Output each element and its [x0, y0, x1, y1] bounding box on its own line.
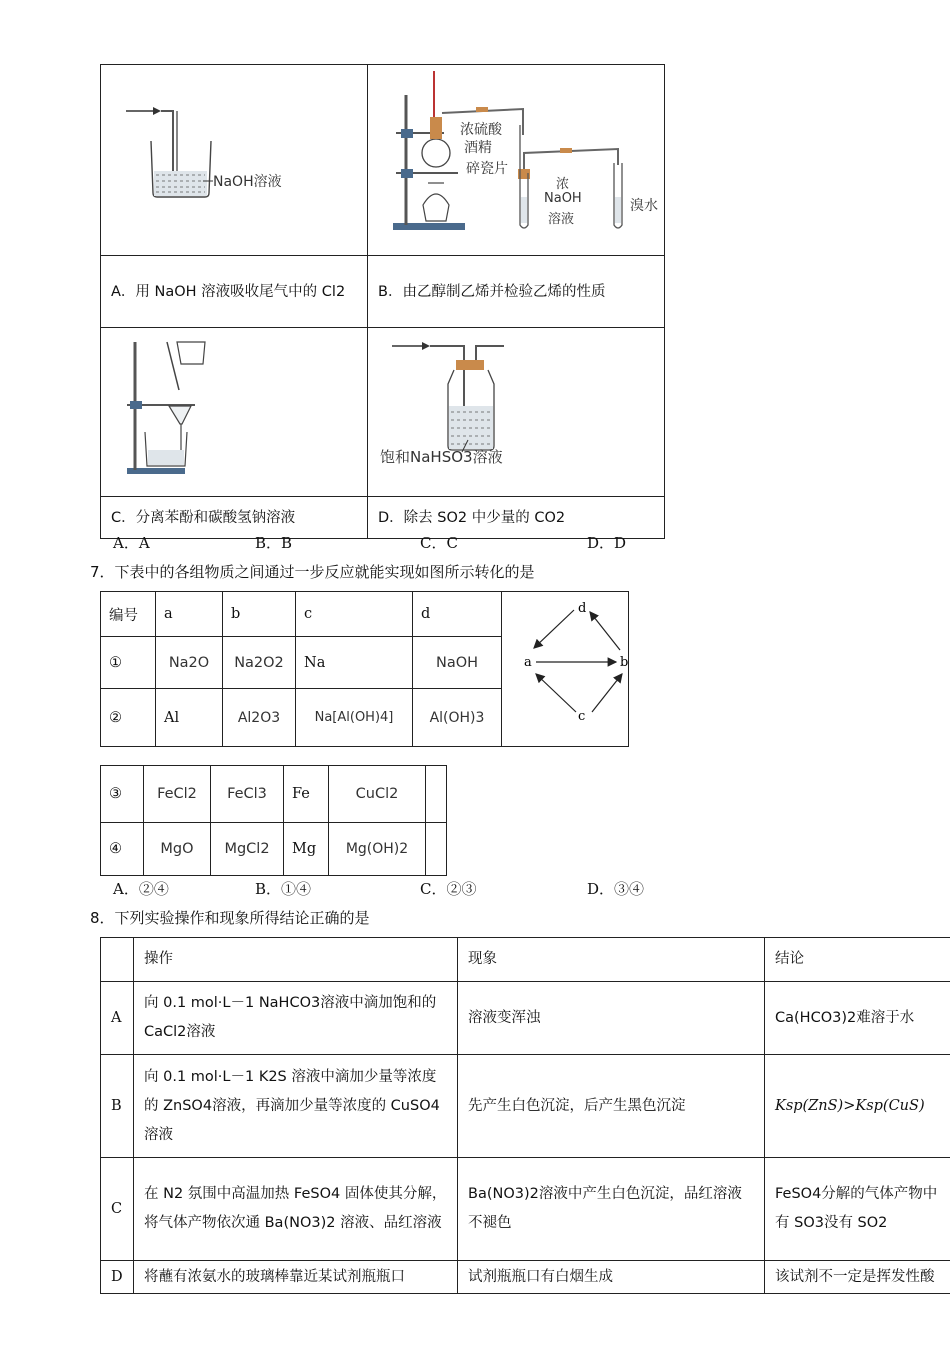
q6-caption-a: A．用 NaOH 溶液吸收尾气中的 Cl2 — [101, 256, 368, 328]
q8-header-blank — [101, 938, 134, 982]
arrow-b-d — [590, 612, 620, 650]
q7-row4-c: Mg — [284, 823, 329, 876]
alcohol-label: 酒精 — [464, 140, 492, 156]
q8-row-c-phen: Ba(NO3)2溶液中产生白色沉淀，品红溶液不褪色 — [458, 1158, 765, 1261]
node-d: d — [578, 601, 587, 616]
solution-label: 溶液 — [548, 212, 575, 227]
q7-row2-a: Al — [156, 689, 223, 747]
q7-option-d: D．③④ — [587, 880, 645, 898]
q8-row-d-op: 将蘸有浓氨水的玻璃棒靠近某试剂瓶瓶口 — [134, 1261, 458, 1294]
arrow-c-b — [592, 674, 622, 712]
q7-row1-id: ① — [101, 637, 156, 689]
q7-header-d: d — [413, 592, 502, 637]
q8-row-d-label: D — [101, 1261, 134, 1294]
q8-row-b-concl: Ksp(ZnS)>Ksp(CuS) — [765, 1055, 950, 1158]
q8-row-b-op: 向 0.1 mol·L－1 K2S 溶液中滴加少量等浓度的 ZnSO4溶液，再滴加少量等浓度的 CuSO4溶液 — [134, 1055, 458, 1158]
conc-sulfuric-label: 浓硫酸 — [460, 122, 502, 138]
q6-option-b: B．B — [255, 534, 293, 552]
q7-row4-d: Mg(OH)2 — [329, 823, 426, 876]
q8-row-b-phen: 先产生白色沉淀，后产生黑色沉淀 — [458, 1055, 765, 1158]
q7-row2-id: ② — [101, 689, 156, 747]
q7-row3-d: CuCl2 — [329, 766, 426, 823]
q7-row1-b: Na2O2 — [223, 637, 296, 689]
q7-row4-spacer — [426, 823, 447, 876]
arrow-d-a — [534, 610, 574, 648]
q7-option-a: A．②④ — [113, 880, 169, 898]
node-a: a — [524, 655, 532, 670]
q8-row-a-concl: Ca(HCO3)2难溶于水 — [765, 982, 950, 1055]
q8-stem: 8．下列实验操作和现象所得结论正确的是 — [90, 909, 370, 927]
q6-figure-d — [368, 328, 665, 497]
q6-option-c: C．C — [420, 534, 458, 552]
saturated-nahso3-label: 饱和NaHSO3溶液 — [380, 448, 503, 466]
beaker-absorption-figure — [101, 65, 367, 251]
q8-header-concl: 结论 — [765, 938, 950, 982]
q7-row3-c: Fe — [284, 766, 329, 823]
q8-row-c-op: 在 N2 氛围中高温加热 FeSO4 固体使其分解，将气体产物依次通 Ba(NO3)2 溶液、品红溶液 — [134, 1158, 458, 1261]
ethylene-apparatus-figure — [368, 65, 664, 251]
filtration-figure — [101, 328, 367, 492]
q8-row-c-label: C — [101, 1158, 134, 1261]
q7-row3-b: FeCl3 — [211, 766, 284, 823]
q7-row2-c: Na[Al(OH)4] — [296, 689, 413, 747]
q6-figure-a — [101, 65, 368, 256]
q8-row-c-concl: FeSO4分解的气体产物中有 SO3没有 SO2 — [765, 1158, 950, 1261]
node-b: b — [620, 655, 628, 670]
q8-header-op: 操作 — [134, 938, 458, 982]
node-c: c — [578, 709, 586, 724]
bromine-water-label: 溴水 — [630, 198, 658, 214]
q6-caption-c: C．分离苯酚和碳酸氢钠溶液 — [101, 497, 368, 539]
q6-option-a: A．A — [113, 534, 150, 552]
q7-row1-d: NaOH — [413, 637, 502, 689]
q7-header-a: a — [156, 592, 223, 637]
q7-diagram-cell — [502, 592, 629, 747]
q7-row3-a: FeCl2 — [144, 766, 211, 823]
q7-row3-spacer — [426, 766, 447, 823]
q8-row-b-label: B — [101, 1055, 134, 1158]
q7-row2-b: Al2O3 — [223, 689, 296, 747]
q8-table — [100, 937, 950, 1294]
q7-option-b: B．①④ — [255, 880, 312, 898]
q7-row4-b: MgCl2 — [211, 823, 284, 876]
q8-row-d-phen: 试剂瓶瓶口有白烟生成 — [458, 1261, 765, 1294]
q6-caption-d: D．除去 SO2 中少量的 CO2 — [368, 497, 665, 539]
q7-row4-a: MgO — [144, 823, 211, 876]
q6-caption-b: B．由乙醇制乙烯并检验乙烯的性质 — [368, 256, 665, 328]
conversion-diagram — [502, 592, 628, 742]
q7-header-id: 编号 — [101, 592, 156, 637]
q6-table — [100, 64, 665, 539]
q7-row4-id: ④ — [101, 823, 144, 876]
porcelain-chips-label: 碎瓷片 — [466, 161, 508, 177]
q8-header-phen: 现象 — [458, 938, 765, 982]
q7-option-c: C．②③ — [420, 880, 477, 898]
q8-row-a-op: 向 0.1 mol·L－1 NaHCO3溶液中滴加饱和的 CaCl2溶液 — [134, 982, 458, 1055]
q7-row3-id: ③ — [101, 766, 144, 823]
q7-row1-a: Na2O — [156, 637, 223, 689]
q7-row1-c: Na — [296, 637, 413, 689]
q6-option-d: D．D — [587, 534, 627, 552]
q8-row-a-phen: 溶液变浑浊 — [458, 982, 765, 1055]
q7-header-c: c — [296, 592, 413, 637]
q7-stem: 7．下表中的各组物质之间通过一步反应就能实现如图所示转化的是 — [90, 563, 535, 581]
q7-row2-d: Al(OH)3 — [413, 689, 502, 747]
arrow-c-a — [536, 674, 576, 712]
q8-row-a-label: A — [101, 982, 134, 1055]
naoh-label: NaOH — [544, 191, 582, 206]
gas-washing-bottle-figure — [368, 328, 664, 492]
conc-label: 浓 — [556, 177, 570, 192]
q7-header-b: b — [223, 592, 296, 637]
q6-figure-b — [368, 65, 665, 256]
q7-table-top — [100, 591, 629, 747]
q6-figure-c — [101, 328, 368, 497]
naoh-solution-label: NaOH溶液 — [213, 174, 282, 190]
q7-table-bottom — [100, 765, 447, 876]
q8-row-d-concl: 该试剂不一定是挥发性酸 — [765, 1261, 950, 1294]
